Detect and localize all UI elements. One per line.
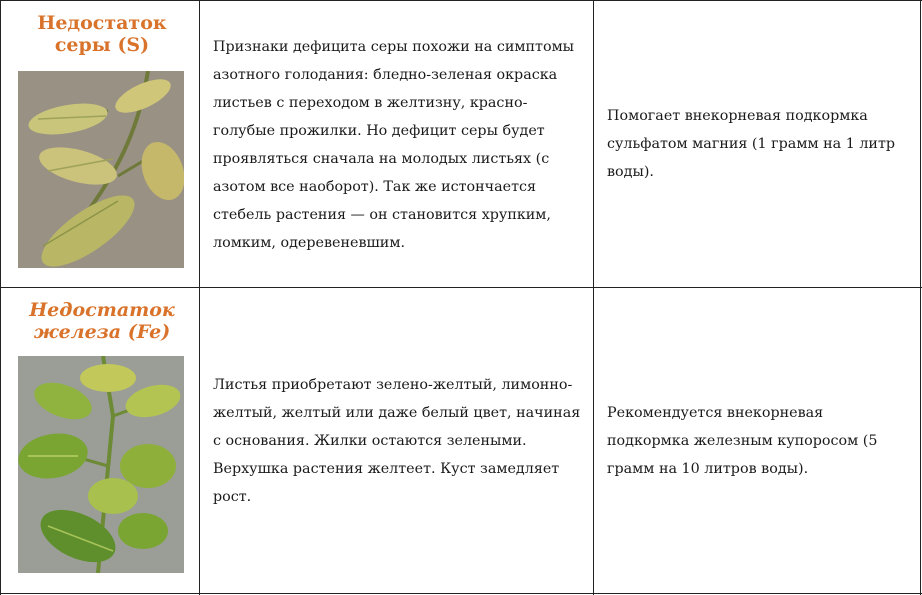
plant-leaf-image xyxy=(18,356,184,573)
description-line: ломким, одеревеневшим. xyxy=(213,235,406,251)
row-title-line: Недостаток xyxy=(29,299,175,321)
table-border-top xyxy=(0,0,922,1)
remedy-line: воды). xyxy=(607,164,654,180)
row-title-sulfur xyxy=(18,12,186,56)
iron-deficiency-photo xyxy=(18,356,184,573)
description-line: проявляться сначала на молодых листьях (с xyxy=(213,151,550,167)
row-description-sulfur xyxy=(213,33,585,257)
sulfur-deficiency-photo xyxy=(18,71,184,268)
remedy-line: Рекомендуется внекорневая xyxy=(607,405,824,421)
description-line: Листья приобретают зелено-желтый, лимонно- xyxy=(213,377,573,393)
row-description-iron xyxy=(213,371,585,511)
description-line: желтый, желтый или даже белый цвет, начиная xyxy=(213,405,581,421)
description-line: Верхушка растения желтеет. Куст замедляет xyxy=(213,461,560,477)
table-border-bottom xyxy=(0,593,922,594)
remedy-line: подкормка железным купоросом (5 xyxy=(607,433,878,449)
description-line: с основания. Жилки остаются зелеными. xyxy=(213,433,527,449)
row-remedy-sulfur xyxy=(607,102,907,186)
description-line: Признаки дефицита серы похожи на симптомы xyxy=(213,39,575,55)
column-divider-2 xyxy=(593,0,594,595)
row-remedy-iron xyxy=(607,399,907,483)
description-line: рост. xyxy=(213,489,252,505)
remedy-line: грамм на 10 литров воды). xyxy=(607,461,809,477)
table-border-left xyxy=(0,0,1,595)
description-line: листьев с переходом в желтизну, красно- xyxy=(213,95,528,111)
row-title-line: серы (S) xyxy=(54,34,150,56)
plant-leaf-image xyxy=(18,71,184,268)
row-title-line: железа (Fe) xyxy=(33,321,171,343)
description-line: стебель растения — он становится хрупким, xyxy=(213,207,551,223)
row-title-iron xyxy=(18,299,186,343)
description-line: азотом все наоборот). Так же истончается xyxy=(213,179,537,195)
column-divider-1 xyxy=(199,0,200,595)
description-line: голубые прожилки. Но дефицит серы будет xyxy=(213,123,545,139)
row-title-line: Недостаток xyxy=(37,12,167,34)
remedy-line: сульфатом магния (1 грамм на 1 литр xyxy=(607,136,896,152)
description-line: азотного голодания: бледно-зеленая окраска xyxy=(213,67,558,83)
table-border-right xyxy=(920,0,921,595)
row-divider xyxy=(0,287,922,288)
remedy-line: Помогает внекорневая подкормка xyxy=(607,108,868,124)
